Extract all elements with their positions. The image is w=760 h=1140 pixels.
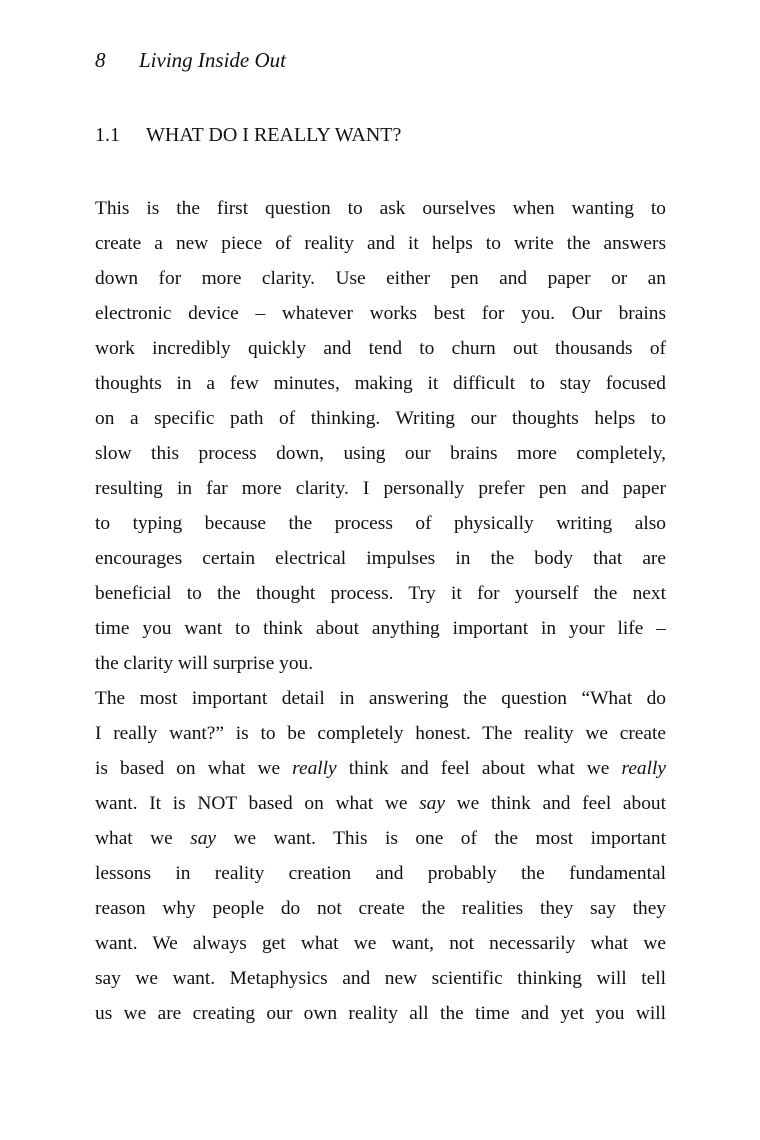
text-line: on a specific path of thinking. Writing our thoughts helps to — [95, 408, 666, 429]
text-line — [95, 751, 666, 786]
paragraph-1 — [95, 191, 666, 681]
text-line: beneficial to the thought process. Try it for yourself the next — [95, 583, 666, 604]
text-run: we want. This is one of the most important — [216, 828, 666, 849]
text-run: is based on what we — [95, 758, 293, 779]
book-title: Living Inside Out — [139, 48, 286, 72]
text-line: I really want?” is to be completely honest. The reality we create — [95, 723, 666, 744]
emphasis: really — [292, 758, 337, 779]
text-line: thoughts in a few minutes, making it difficult to stay focused — [95, 373, 666, 394]
text-line: encourages certain electrical impulses in the body that are — [95, 548, 666, 569]
text-line: us we are creating our own reality all the time and yet you will — [95, 1003, 666, 1024]
emphasis: say — [190, 828, 217, 849]
text-line: say we want. Metaphysics and new scientific thinking will tell — [95, 968, 666, 989]
paragraph-2 — [95, 681, 666, 1031]
page-number: 8 — [95, 48, 106, 72]
text-line: the clarity will surprise you. — [95, 653, 314, 674]
text-line: want. We always get what we want, not necessarily what we — [95, 933, 666, 954]
section-heading — [95, 124, 401, 147]
text-run: think and feel about what we — [336, 758, 622, 779]
text-line: work incredibly quickly and tend to churn out thousands of — [95, 338, 666, 359]
text-run: we think and feel about — [444, 793, 666, 814]
text-line: create a new piece of reality and it helps to write the answers — [95, 233, 666, 254]
section-title: WHAT DO I REALLY WANT? — [146, 124, 402, 146]
text-line: The most important detail in answering the question “What do — [95, 688, 666, 709]
text-line: electronic device – whatever works best for you. Our brains — [95, 303, 666, 324]
text-line: reason why people do not create the realities they say they — [95, 898, 666, 919]
text-line — [95, 786, 666, 821]
text-line — [95, 821, 666, 856]
text-line: time you want to think about anything important in your life – — [95, 618, 666, 639]
text-line: slow this process down, using our brains more completely, — [95, 443, 666, 464]
body-text — [95, 191, 666, 1031]
text-line: to typing because the process of physically writing also — [95, 513, 666, 534]
emphasis: say — [419, 793, 445, 814]
section-number: 1.1 — [95, 124, 120, 146]
text-run: what we — [95, 828, 191, 849]
text-line: This is the first question to ask ourselves when wanting to — [95, 198, 666, 219]
text-line: down for more clarity. Use either pen and paper or an — [95, 268, 666, 289]
running-head — [95, 48, 286, 73]
text-run: want. It is NOT based on what we — [95, 793, 420, 814]
emphasis: really — [621, 758, 666, 779]
text-line: lessons in reality creation and probably the fundamental — [95, 863, 666, 884]
text-line: resulting in far more clarity. I personally prefer pen and paper — [95, 478, 666, 499]
